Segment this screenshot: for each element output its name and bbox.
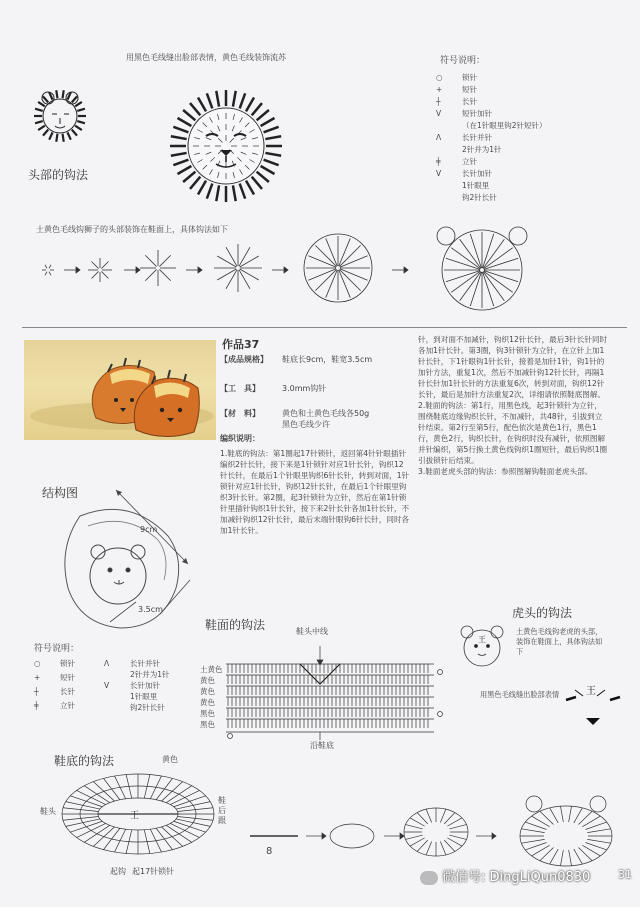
legend-label: 1针眼里 bbox=[130, 692, 158, 701]
legend-item bbox=[436, 120, 547, 131]
legend-label: 长针加针 bbox=[462, 169, 492, 178]
legend-item bbox=[104, 669, 170, 680]
legend-item bbox=[436, 96, 477, 107]
legend-label: 短针加针 bbox=[462, 109, 492, 118]
upper-stitch-chart bbox=[200, 636, 460, 746]
legend-symbol: Λ bbox=[436, 133, 442, 142]
upper-row-color: 黑色 bbox=[200, 720, 215, 729]
tiger-face-glyph: 王 bbox=[586, 686, 596, 697]
legend-item bbox=[436, 72, 477, 83]
material-value-1: 黄色和土黄色毛线各50g bbox=[282, 409, 370, 418]
legend-item bbox=[104, 658, 160, 669]
legend-label: 锁针 bbox=[60, 659, 75, 668]
upper-section-title: 鞋面的钩法 bbox=[205, 618, 266, 632]
section-divider bbox=[22, 327, 627, 328]
head-section-title: 头部的钩法 bbox=[28, 168, 89, 182]
legend-label: 2针并为1针 bbox=[130, 670, 170, 679]
legend-item bbox=[436, 84, 477, 95]
heel-label: 鞋后跟 bbox=[218, 796, 226, 825]
page-number: 31 bbox=[618, 868, 632, 881]
along-sole-label: 沿鞋底 bbox=[310, 741, 334, 750]
legend-item bbox=[436, 168, 492, 179]
legend-label: 短针 bbox=[462, 85, 477, 94]
start-chain-note: 起17针锁针 bbox=[132, 867, 175, 876]
legend-item bbox=[436, 180, 489, 191]
material-label: 【材 料】 bbox=[220, 409, 260, 418]
legend-item bbox=[436, 108, 492, 119]
sole-section-title: 鞋底的钩法 bbox=[54, 754, 115, 768]
width-dimension: 3.5cm bbox=[138, 605, 163, 614]
spec-value: 鞋底长9cm，鞋宽3.5cm bbox=[282, 355, 373, 364]
legend-title: 符号说明： bbox=[440, 56, 486, 66]
legend-item bbox=[34, 672, 75, 683]
legend-symbol: ○ bbox=[34, 659, 41, 668]
start-label: 起钩 bbox=[110, 867, 126, 876]
legend-symbol: V bbox=[104, 681, 110, 690]
upper-row-color: 黑色 bbox=[200, 709, 215, 718]
legend-symbol: Λ bbox=[104, 659, 110, 668]
tiger-note: 土黄色毛线钩老虎的头部，装饰在鞋面上，具体钩法如下 bbox=[516, 627, 603, 656]
instructions-part-1: 针，到对面不加减针，钩织12针长针，最后3针长针同时各加1针长针。第3圈，钩3针锁针为立针，在立针上加1针长针，下1针眼钩1针长针，接着是加针1针，钩1针的加针方法，重复1次，然后不加减针钩12针长针，再隔1针长针加1针长针的方法重复6次，转到对面，钩织12针长针，最后是加针方法重复2次，详细请依照鞋底图解。 bbox=[418, 335, 608, 399]
legend-item bbox=[436, 132, 492, 143]
legend-symbol: ┼ bbox=[34, 687, 39, 696]
method-title: 编织说明： bbox=[220, 434, 260, 443]
legend-label: 长针加针 bbox=[130, 681, 160, 690]
legend-symbol: ┼ bbox=[436, 97, 441, 106]
watermark-text: 微信号: DingLiQun0830 bbox=[442, 870, 591, 885]
lion-mane-small bbox=[28, 86, 98, 156]
legend-label: 钩2针长针 bbox=[130, 703, 165, 712]
lion-head-stitch-diagram bbox=[26, 222, 626, 332]
upper-row-color: 黄色 bbox=[200, 687, 215, 696]
legend-bottom-title: 符号说明： bbox=[34, 644, 80, 654]
instructions-part-3: 3.鞋面老虎头部的钩法：参照图解钩鞋面老虎头部。 bbox=[418, 467, 593, 476]
tool-label: 【工 具】 bbox=[220, 384, 260, 393]
legend-label: 立针 bbox=[462, 157, 477, 166]
work-title: 作品37 bbox=[222, 338, 260, 351]
legend-label: 长针 bbox=[462, 97, 477, 106]
instructions-part-2: 2.鞋面的钩法：第1行，用黑色线，起3针锁针为立针，围绕鞋底边缘钩织长针，不加减针，共48针，引拔到立针结束。第2行至第5行，配色依次是黄色1行，黑色1行，黄色2行，钩织长针，在钩织时没有减针，依照图解并针编织，第5行换土黄色线钩织1圈短针，最后钩织1圈引拔锁针后结束。 bbox=[418, 401, 608, 465]
legend-label: 长针并针 bbox=[462, 133, 492, 142]
tiger-head-stitch-diagram bbox=[452, 620, 512, 670]
legend-item bbox=[34, 658, 75, 669]
legend-item bbox=[104, 691, 157, 702]
legend-label: 锁针 bbox=[462, 73, 477, 82]
legend-symbol: + bbox=[34, 673, 41, 682]
structure-title: 结构图 bbox=[42, 486, 79, 500]
lion-head-large-illustration bbox=[166, 88, 286, 208]
spec-label: 【成品规格】 bbox=[220, 355, 268, 364]
structure-diagram bbox=[40, 490, 220, 640]
instructions-continued bbox=[418, 334, 608, 477]
legend-item bbox=[104, 702, 165, 713]
legend-item bbox=[34, 686, 75, 697]
upper-row-color: 黄色 bbox=[200, 676, 215, 685]
material-value-2: 黑色毛线少许 bbox=[282, 420, 330, 429]
legend-symbol: V bbox=[436, 169, 442, 178]
sole-glyph: 王 bbox=[130, 811, 140, 821]
sole-instructions: 1.鞋底的钩法：第1圈起17针锁针，返回第4针针眼插针编织2针长针，接下来是1针锁针对应1针长针，钩织12针长针，在最后1个针眼里钩织6针长针，转到对面，1针锁针对应1针长针，钩织12针长针，在最后1个针眼里钩织3针长针。第2圈，起3针锁针为立针，然后在第1针锁针里插针钩织1针长针，接下来2针长针各加1针长针，不加减针钩织12针长针，最后末端针眼钩6针长针，同时各加1针长针。 bbox=[220, 449, 410, 535]
legend-symbol: ╪ bbox=[436, 157, 441, 166]
slippers-photo bbox=[24, 340, 216, 440]
legend-list bbox=[436, 72, 626, 212]
legend-item bbox=[104, 680, 160, 691]
length-dimension: 9cm bbox=[140, 525, 158, 534]
legend-symbol: ○ bbox=[436, 73, 443, 82]
watermark bbox=[420, 866, 590, 885]
legend-label: 短针 bbox=[60, 673, 75, 682]
tiger-small-glyph: 王 bbox=[478, 635, 486, 644]
legend-symbol: V bbox=[436, 109, 442, 118]
legend-label: 长针并针 bbox=[130, 659, 160, 668]
legend-symbol: ╪ bbox=[34, 701, 39, 710]
toe-label: 鞋头 bbox=[40, 807, 56, 816]
legend-label: 长针 bbox=[60, 687, 75, 696]
legend-label: 2针并为1针 bbox=[462, 145, 502, 154]
sole-progression-diagram bbox=[236, 792, 636, 872]
upper-row-color: 黄色 bbox=[200, 698, 215, 707]
tool-value: 3.0mm钩针 bbox=[282, 384, 327, 393]
tiger-face-note: 用黑色毛线缝出脸部表情 bbox=[480, 690, 560, 699]
step-number: 8 bbox=[266, 846, 273, 857]
legend-bottom-list bbox=[34, 658, 214, 720]
legend-label: （在1针眼里钩2针短针） bbox=[462, 121, 547, 130]
wechat-icon bbox=[420, 871, 438, 885]
attach-note: 土黄色毛线钩狮子的头部装饰在鞋面上，具体钩法如下 bbox=[36, 225, 228, 234]
legend-label: 立针 bbox=[60, 701, 75, 710]
sole-stitch-chart bbox=[56, 766, 226, 866]
tiger-face-illustration bbox=[560, 678, 630, 728]
upper-row-color: 土黄色 bbox=[200, 665, 223, 674]
legend-item bbox=[436, 192, 497, 203]
legend-label: 钩2针长针 bbox=[462, 193, 497, 202]
toe-centerline-label: 鞋头中线 bbox=[296, 627, 328, 636]
embroider-note: 用黑色毛线缝出脸部表情，黄色毛线装饰流苏 bbox=[126, 53, 286, 62]
legend-symbol: + bbox=[436, 85, 443, 94]
legend-label: 1针眼里 bbox=[462, 181, 490, 190]
legend-item bbox=[34, 700, 75, 711]
legend-item bbox=[436, 156, 477, 167]
legend-item bbox=[436, 144, 502, 155]
sole-color: 黄色 bbox=[162, 755, 178, 764]
tiger-section-title: 虎头的钩法 bbox=[512, 606, 573, 620]
